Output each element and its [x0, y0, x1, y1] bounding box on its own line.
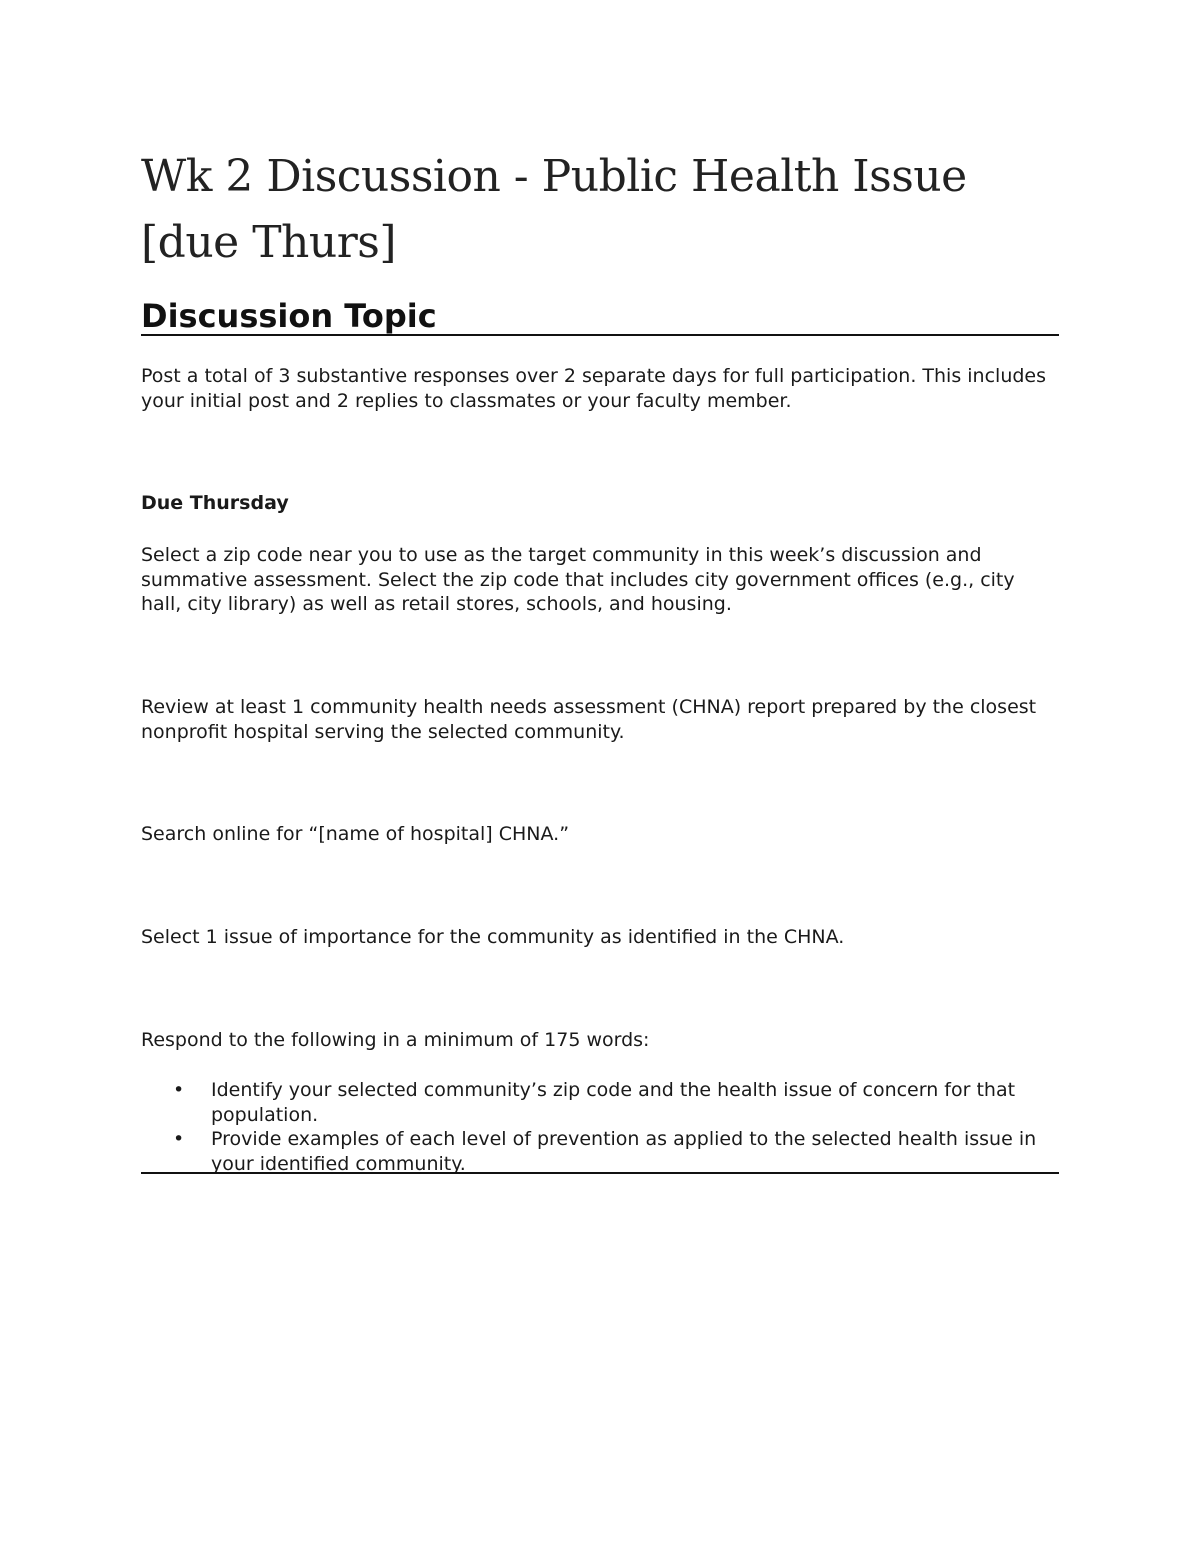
list-item-text: Identify your selected community’s zip code and the health issue of concern for that population.	[211, 1079, 1016, 1126]
zip-code-paragraph: Select a zip code near you to use as the target community in this week’s discussion and summative assessment. Select the zip code that includes city government offices (e.g., city hall, city library) as well as retail stores, schools, and housing.	[141, 544, 1015, 615]
respond-paragraph: Respond to the following in a minimum of 175 words:	[141, 1029, 650, 1051]
section-divider	[141, 1172, 1059, 1174]
select-issue-paragraph: Select 1 issue of importance for the community as identified in the CHNA.	[141, 926, 845, 948]
intro-paragraph: Post a total of 3 substantive responses over 2 separate days for full participation. This includes your initial post and 2 replies to classmates or your faculty member.	[141, 365, 1047, 412]
page-title: Wk 2 Discussion - Public Health Issue [due Thurs]	[141, 151, 967, 268]
list-item	[141, 1127, 1059, 1176]
section-heading: Discussion Topic	[141, 292, 1059, 336]
due-heading: Due Thursday	[141, 492, 289, 514]
search-paragraph: Search online for “[name of hospital] CHNA.”	[141, 823, 570, 845]
list-item-text: Provide examples of each level of prevention as applied to the selected health issue in your identified community.	[211, 1128, 1037, 1175]
bullet-icon: •	[173, 1079, 185, 1101]
chna-review-paragraph: Review at least 1 community health needs assessment (CHNA) report prepared by the closest nonprofit hospital serving the selected community.	[141, 696, 1037, 743]
bullet-icon: •	[173, 1128, 185, 1150]
list-item	[141, 1078, 1059, 1127]
requirements-list	[141, 1078, 1059, 1176]
